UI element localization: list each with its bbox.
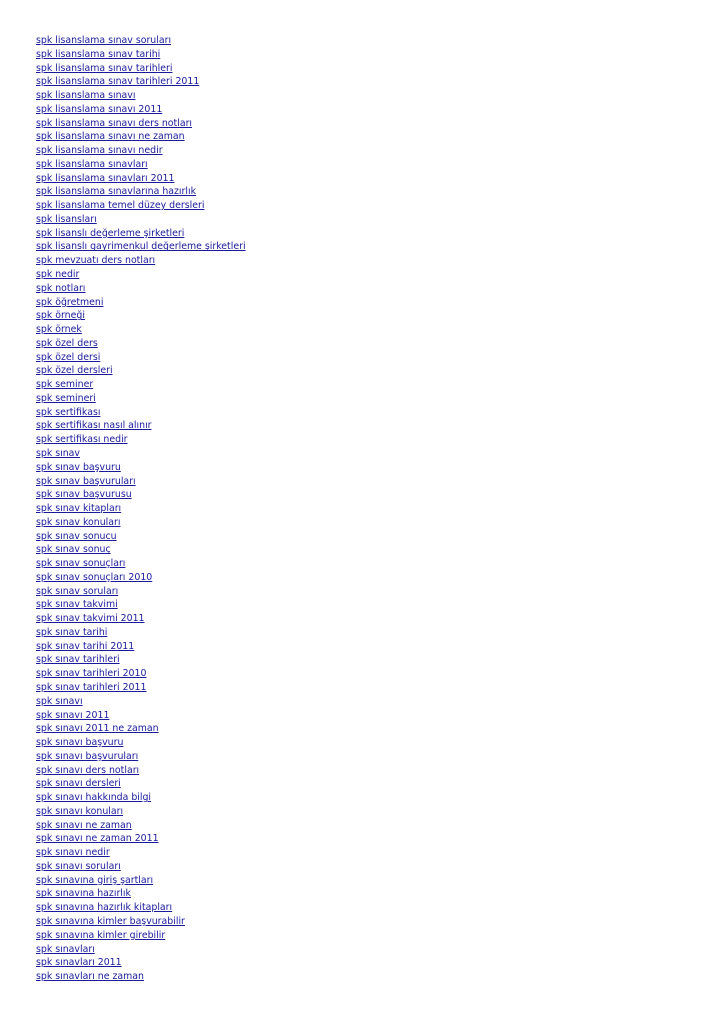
keyword-link[interactable]: spk lisanslama sınav tarihi bbox=[36, 48, 161, 60]
list-item bbox=[36, 775, 246, 789]
list-item bbox=[36, 817, 246, 831]
keyword-link[interactable]: spk sınavı ne zaman 2011 bbox=[36, 833, 159, 845]
keyword-link[interactable]: spk sınav başvuruları bbox=[36, 475, 136, 487]
list-item bbox=[36, 362, 246, 376]
keyword-link[interactable]: spk sınav tarihleri 2011 bbox=[36, 681, 147, 693]
list-item bbox=[36, 156, 246, 170]
keyword-link[interactable]: spk sınav tarihi 2011 bbox=[36, 640, 135, 652]
list-item bbox=[36, 431, 246, 445]
keyword-link[interactable]: spk sınavları ne zaman bbox=[36, 971, 144, 983]
list-item bbox=[36, 665, 246, 679]
keyword-link[interactable]: spk lisanslama sınav soruları bbox=[36, 35, 172, 46]
list-item bbox=[36, 830, 246, 844]
list-item bbox=[36, 734, 246, 748]
keyword-link[interactable]: spk sınavı konuları bbox=[36, 805, 124, 817]
keyword-link[interactable]: spk sınavı başvuruları bbox=[36, 750, 139, 762]
list-item bbox=[36, 211, 246, 225]
keyword-link[interactable]: spk notları bbox=[36, 282, 86, 294]
list-item bbox=[36, 968, 246, 982]
keyword-link[interactable]: spk sınav kitapları bbox=[36, 503, 122, 515]
list-item bbox=[36, 307, 246, 321]
keyword-link[interactable]: spk lisanslama sınavı ne zaman bbox=[36, 131, 185, 143]
keyword-link[interactable]: spk sınavı ders notları bbox=[36, 764, 140, 776]
list-item bbox=[36, 280, 246, 294]
list-item bbox=[36, 624, 246, 638]
keyword-link[interactable]: spk sertifikası bbox=[36, 406, 101, 418]
list-item bbox=[36, 679, 246, 693]
keyword-link[interactable]: spk lisanslama temel düzey dersleri bbox=[36, 200, 205, 212]
keyword-link[interactable]: spk sınav tarihi bbox=[36, 626, 108, 638]
list-item bbox=[36, 872, 246, 886]
keyword-link[interactable]: spk sınav soruları bbox=[36, 585, 119, 597]
list-item bbox=[36, 266, 246, 280]
keyword-link[interactable]: spk seminer bbox=[36, 379, 94, 391]
list-item bbox=[36, 941, 246, 955]
list-item bbox=[36, 225, 246, 239]
list-item bbox=[36, 789, 246, 803]
keyword-link[interactable]: spk sınavı ne zaman bbox=[36, 819, 132, 831]
list-item bbox=[36, 101, 246, 115]
keyword-link[interactable]: spk sınav takvimi bbox=[36, 599, 118, 611]
list-item bbox=[36, 693, 246, 707]
list-item bbox=[36, 390, 246, 404]
keyword-link[interactable]: spk sınav bbox=[36, 447, 80, 459]
list-item bbox=[36, 376, 246, 390]
keyword-link[interactable]: spk sınav sonuç bbox=[36, 544, 111, 556]
list-item bbox=[36, 610, 246, 624]
keyword-link[interactable]: spk sınav başvurusu bbox=[36, 489, 132, 501]
keyword-link[interactable]: spk sınavına giriş şartları bbox=[36, 874, 154, 886]
keyword-link[interactable]: spk sınavları 2011 bbox=[36, 957, 122, 969]
list-item bbox=[36, 142, 246, 156]
list-item bbox=[36, 183, 246, 197]
list-item bbox=[36, 60, 246, 74]
list-item bbox=[36, 170, 246, 184]
keyword-link-list bbox=[36, 32, 246, 982]
keyword-link[interactable]: spk nedir bbox=[36, 269, 80, 281]
keyword-link[interactable]: spk sınav takvimi 2011 bbox=[36, 613, 145, 625]
list-item bbox=[36, 500, 246, 514]
keyword-link[interactable]: spk mevzuatı ders notları bbox=[36, 255, 156, 267]
keyword-link[interactable]: spk sınavı bbox=[36, 695, 83, 707]
keyword-link[interactable]: spk örneği bbox=[36, 310, 85, 322]
keyword-link[interactable]: spk sınavı 2011 bbox=[36, 709, 110, 721]
list-item bbox=[36, 87, 246, 101]
keyword-link[interactable]: spk sınav başvuru bbox=[36, 461, 121, 473]
keyword-link[interactable]: spk sınavları bbox=[36, 943, 95, 955]
keyword-link[interactable]: spk sınavı başvuru bbox=[36, 737, 124, 749]
list-item bbox=[36, 707, 246, 721]
keyword-link[interactable]: spk örnek bbox=[36, 324, 82, 336]
keyword-link[interactable]: spk sınav konuları bbox=[36, 516, 121, 528]
list-item bbox=[36, 294, 246, 308]
list-item bbox=[36, 555, 246, 569]
list-item bbox=[36, 252, 246, 266]
keyword-link[interactable]: spk sınav tarihleri bbox=[36, 654, 120, 666]
list-item bbox=[36, 473, 246, 487]
list-item bbox=[36, 128, 246, 142]
keyword-link[interactable]: spk lisanslı değerleme şirketleri bbox=[36, 227, 185, 239]
list-item bbox=[36, 459, 246, 473]
list-item bbox=[36, 762, 246, 776]
list-item bbox=[36, 73, 246, 87]
list-item bbox=[36, 748, 246, 762]
keyword-link[interactable]: spk sınavı dersleri bbox=[36, 778, 121, 790]
keyword-link[interactable]: spk sınav sonuçları bbox=[36, 558, 126, 570]
keyword-link[interactable]: spk sınavına hazırlık kitapları bbox=[36, 902, 173, 914]
list-item bbox=[36, 638, 246, 652]
keyword-link[interactable]: spk sınav sonuçları 2010 bbox=[36, 571, 153, 583]
list-item bbox=[36, 115, 246, 129]
list-item bbox=[36, 46, 246, 60]
list-item bbox=[36, 844, 246, 858]
list-item bbox=[36, 583, 246, 597]
keyword-link[interactable]: spk sınavına kimler başvurabilir bbox=[36, 916, 185, 927]
keyword-link[interactable]: spk öğretmeni bbox=[36, 296, 104, 308]
list-item bbox=[36, 651, 246, 665]
keyword-link[interactable]: spk lisansları bbox=[36, 213, 97, 225]
keyword-link[interactable]: spk özel dersleri bbox=[36, 365, 113, 377]
keyword-link[interactable]: spk lisanslama sınav tarihleri bbox=[36, 62, 173, 74]
keyword-link[interactable]: spk lisanslama sınavı ders notları bbox=[36, 117, 193, 129]
list-item bbox=[36, 335, 246, 349]
keyword-link[interactable]: spk sınav sonucu bbox=[36, 530, 117, 542]
keyword-link[interactable]: spk sertifikası nedir bbox=[36, 434, 128, 446]
keyword-link[interactable]: spk sertifikası nasıl alınır bbox=[36, 420, 152, 432]
list-item bbox=[36, 899, 246, 913]
list-item bbox=[36, 596, 246, 610]
keyword-link[interactable]: spk semineri bbox=[36, 392, 96, 404]
list-item bbox=[36, 541, 246, 555]
keyword-link[interactable]: spk sınavı soruları bbox=[36, 860, 121, 872]
list-item bbox=[36, 486, 246, 500]
list-item bbox=[36, 954, 246, 968]
list-item bbox=[36, 417, 246, 431]
list-item bbox=[36, 445, 246, 459]
keyword-link[interactable]: spk lisanslama sınavları 2011 bbox=[36, 172, 175, 184]
list-item bbox=[36, 569, 246, 583]
list-item bbox=[36, 803, 246, 817]
list-item bbox=[36, 858, 246, 872]
list-item bbox=[36, 321, 246, 335]
list-item bbox=[36, 885, 246, 899]
list-item bbox=[36, 514, 246, 528]
list-item bbox=[36, 238, 246, 252]
keyword-link[interactable]: spk özel dersi bbox=[36, 351, 101, 363]
list-item bbox=[36, 349, 246, 363]
keyword-link[interactable]: spk sınavına hazırlık bbox=[36, 888, 131, 900]
list-item bbox=[36, 720, 246, 734]
keyword-link[interactable]: spk lisanslama sınav tarihleri 2011 bbox=[36, 76, 200, 88]
keyword-link[interactable]: spk sınavı hakkında bilgi bbox=[36, 792, 152, 804]
list-item bbox=[36, 913, 246, 927]
keyword-link[interactable]: spk sınav tarihleri 2010 bbox=[36, 668, 147, 680]
keyword-link[interactable]: spk lisanslama sınavı nedir bbox=[36, 145, 163, 157]
keyword-link[interactable]: spk lisanslı gayrimenkul değerleme şirketleri bbox=[36, 241, 246, 253]
keyword-link[interactable]: spk lisanslama sınavları bbox=[36, 158, 148, 170]
list-item bbox=[36, 927, 246, 941]
keyword-link[interactable]: spk sınavı 2011 ne zaman bbox=[36, 723, 159, 735]
keyword-link[interactable]: spk sınavı nedir bbox=[36, 847, 110, 859]
keyword-link[interactable]: spk lisanslama sınavı 2011 bbox=[36, 103, 163, 115]
keyword-link[interactable]: spk lisanslama sınavlarına hazırlık bbox=[36, 186, 197, 198]
keyword-link[interactable]: spk sınavına kimler girebilir bbox=[36, 929, 166, 941]
list-item bbox=[36, 32, 246, 46]
keyword-link[interactable]: spk özel ders bbox=[36, 337, 98, 349]
list-item bbox=[36, 528, 246, 542]
list-item bbox=[36, 404, 246, 418]
list-item bbox=[36, 197, 246, 211]
keyword-link[interactable]: spk lisanslama sınavı bbox=[36, 90, 136, 102]
